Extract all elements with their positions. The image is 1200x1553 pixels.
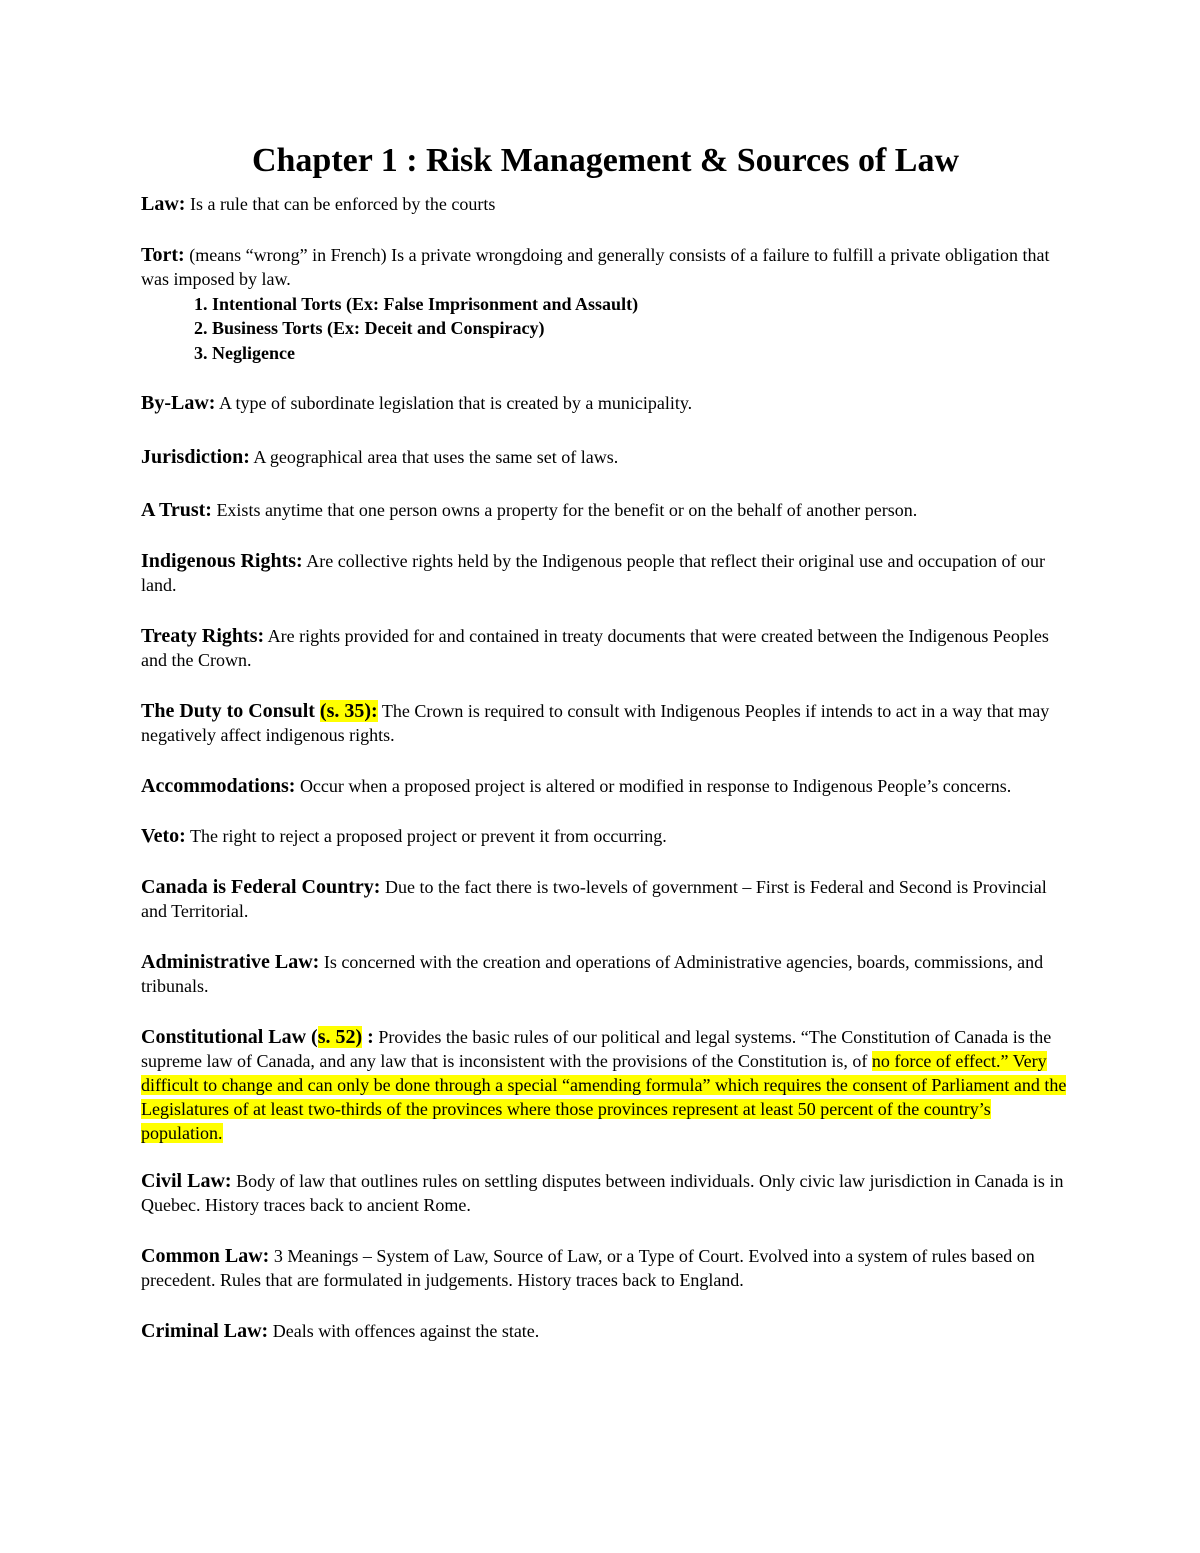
definition-criminal-law: Deals with offences against the state. [268, 1320, 540, 1341]
definition-administrative-law: Is concerned with the creation and operations of Administrative agencies, boards, commissions, and tribunals. [141, 951, 1044, 996]
definition-civil-law: Body of law that outlines rules on settling disputes between individuals. Only civic law jurisdiction in Canada is in Quebec. History traces back to ancient Rome. [141, 1170, 1064, 1215]
definition-constitutional-law: Provides the basic rules of our political and legal systems. “The Constitution of Canada is the supreme law of Canada, and any law that is inconsistent with the provisions of the Constitution is, of [141, 1026, 1052, 1071]
definition-bylaw: A type of subordinate legislation that is created by a municipality. [215, 393, 693, 413]
term-criminal-law: Criminal Law: [141, 1319, 269, 1342]
list-item: 3. Negligence [212, 341, 1070, 366]
definition-common-law: 3 Meanings – System of Law, Source of Law, or a Type of Court. Evolved into a system of rules based on precedent. Rules that are formulated in judgements. History traces back to England. [141, 1245, 1035, 1290]
highlighted-text: no force of effect.” Very difficult to change and can only be done through a special “amending formula” which requires the consent of Parliament and the Legislatures of at least two-thirds of the provinces where those provinces represent at least 50 percent of the country’s population. [141, 1050, 1067, 1143]
entry-tort [141, 243, 1070, 292]
definition-law: Is a rule that can be enforced by the courts [185, 194, 496, 214]
entry-jurisdiction [141, 445, 1070, 470]
definition-treaty-rights: Are rights provided for and contained in treaty documents that were created between the Indigenous Peoples and the Crown. [141, 625, 1049, 670]
definition-federal-country: Due to the fact there is two-levels of government – First is Federal and Second is Provincial and Territorial. [141, 876, 1047, 921]
term-duty-to-consult: The Duty to Consult [141, 699, 320, 722]
term-indigenous-rights: Indigenous Rights: [141, 549, 303, 572]
term-administrative-law: Administrative Law: [141, 950, 320, 973]
definition-accommodations: Occur when a proposed project is altered or modified in response to Indigenous People’s concerns. [295, 775, 1012, 796]
entry-civil-law [141, 1169, 1070, 1218]
list-item: 2. Business Torts (Ex: Deceit and Conspiracy) [212, 316, 1070, 341]
entry-treaty-rights [141, 624, 1070, 673]
entry-bylaw [141, 391, 1070, 416]
entry-indigenous-rights [141, 549, 1070, 598]
entry-trust [141, 498, 1070, 523]
definition-tort: (means “wrong” in French) Is a private wrongdoing and generally consists of a failure to fulfill a private obligation that was imposed by law. [141, 244, 1050, 289]
page-title: Chapter 1 : Risk Management & Sources of Law [251, 142, 960, 179]
definition-veto: The right to reject a proposed project or prevent it from occurring. [185, 826, 667, 846]
entry-accommodations [141, 774, 1070, 799]
term-constitutional-law: Constitutional Law ( [141, 1025, 318, 1048]
definition-indigenous-rights: Are collective rights held by the Indigenous people that reflect their original use and occupation of our land. [141, 550, 1045, 595]
list-item: 1. Intentional Torts (Ex: False Imprisonment and Assault) [212, 292, 1070, 317]
term-bylaw: By-Law: [141, 392, 216, 414]
term-civil-law: Civil Law: [141, 1169, 232, 1192]
term-law: Law: [141, 193, 186, 215]
term-trust: A Trust: [141, 499, 212, 521]
entry-veto [141, 824, 1070, 849]
entry-duty-to-consult [141, 699, 1070, 748]
definition-jurisdiction: A geographical area that uses the same set of laws. [249, 446, 619, 467]
definition-duty-to-consult: The Crown is required to consult with Indigenous Peoples if intends to act in a way that may negatively affect indigenous rights. [141, 700, 1050, 745]
entry-administrative-law [141, 950, 1070, 999]
term-common-law: Common Law: [141, 1244, 270, 1267]
entry-constitutional-law [141, 1025, 1070, 1145]
term-jurisdiction: Jurisdiction: [141, 445, 250, 468]
entry-law [141, 192, 1070, 217]
term-accommodations: Accommodations: [141, 774, 296, 797]
definition-trust: Exists anytime that one person owns a property for the benefit or on the behalf of another person. [211, 500, 918, 520]
term-federal-country: Canada is Federal Country: [141, 875, 381, 898]
entry-federal-country [141, 875, 1070, 924]
entry-criminal-law [141, 1319, 1070, 1344]
section-ref-35: (s. 35): [319, 699, 378, 722]
entry-common-law [141, 1244, 1070, 1293]
tort-types-list [141, 292, 1070, 366]
term-veto: Veto: [141, 825, 186, 847]
term-constitutional-law-end: : [362, 1025, 374, 1048]
term-treaty-rights: Treaty Rights: [141, 624, 265, 647]
section-ref-52: s. 52) [317, 1025, 363, 1048]
term-tort: Tort: [141, 243, 185, 266]
